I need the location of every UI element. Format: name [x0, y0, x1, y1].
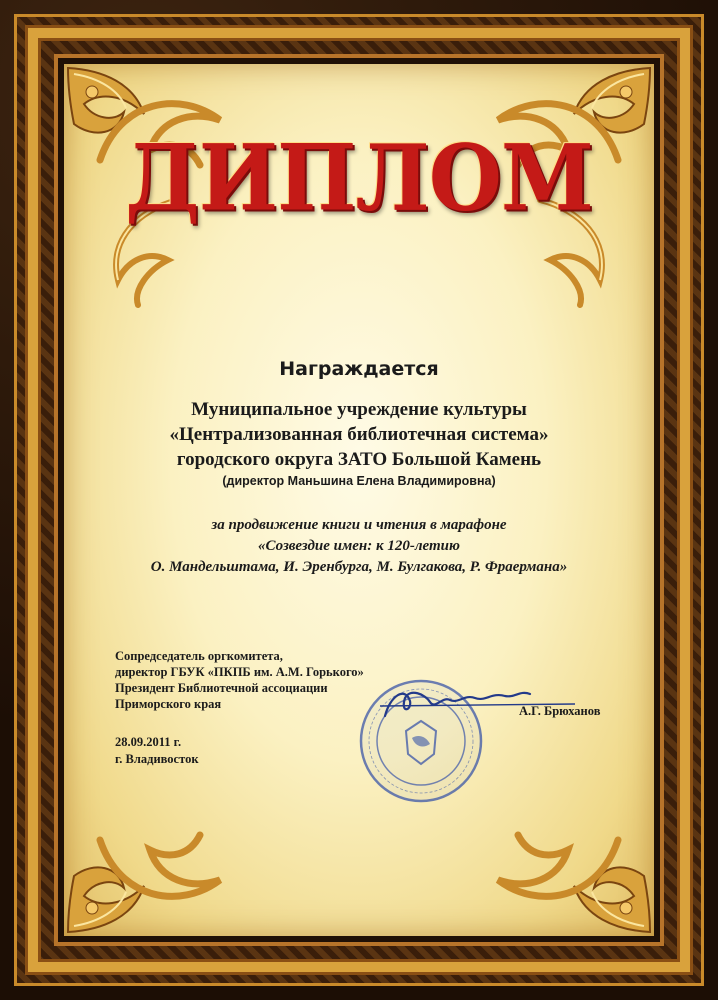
organization-line: городского округа ЗАТО Большой Камень: [176, 449, 542, 470]
organization-line: Муниципальное учреждение культуры: [191, 399, 527, 420]
awarded-label: Награждается: [279, 358, 439, 380]
issue-city: г. Владивосток: [115, 752, 199, 766]
ornament-bottom-right-icon: [488, 820, 628, 920]
reason-line: «Созвездие имен: к 120-летию: [258, 538, 460, 554]
signatory-line: Приморского края: [115, 697, 222, 711]
reason-line: О. Мандельштама, И. Эренбурга, М. Булгакова, Р. Фраермана»: [150, 559, 568, 575]
organization-director: (директор Маньшина Елена Владимировна): [222, 474, 496, 488]
date-block: [115, 734, 199, 768]
reason-line: за продвижение книги и чтения в марафоне: [211, 517, 507, 533]
diploma-title: ДИПЛОМ: [125, 124, 593, 231]
organization-block: [0, 397, 718, 490]
ornament-bottom-left-icon: [90, 820, 230, 920]
signatory-name: А.Г. Брюханов: [519, 704, 601, 718]
organization-line: «Централизованная библиотечная система»: [169, 424, 549, 445]
issue-date: 28.09.2011 г.: [115, 735, 182, 749]
signatory-line: Президент Библиотечной ассоциации: [115, 681, 328, 695]
award-reason: [0, 515, 718, 578]
signatory-line: директор ГБУК «ПКПБ им. А.М. Горького»: [115, 665, 364, 679]
signatory-line: Сопредседатель оргкомитета,: [115, 649, 283, 663]
